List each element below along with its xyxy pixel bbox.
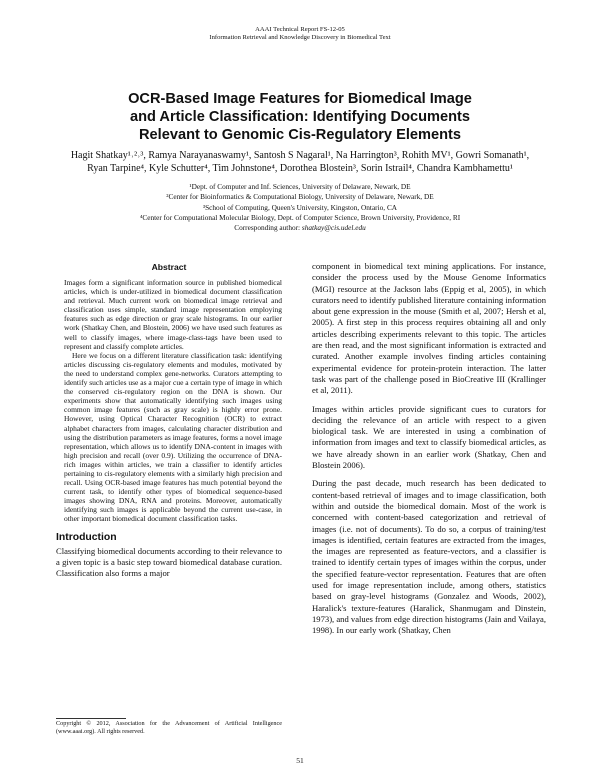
authors-line-2: Ryan Tarpine⁴, Kyle Schutter⁴, Tim Johnstone⁴, Dorothea Blostein³, Sorin Istrail⁴, Chandra Kambhamettu¹: [87, 162, 513, 174]
affiliation-2: ²Center for Bioinformatics & Computational Biology, University of Delaware, Newark, DE: [166, 192, 434, 202]
right-paragraph-3: During the past decade, much research has been dedicated to content-based retrieval of images and to image classification, both within and outside the biomedical domain. Most of the work is concerned with content-based categorization and retrieval of images (i.e. not of documents). To do so, a corpus of training/test images is identified, certain features are extracted from the images, the images are represented as feature-vectors, and a classifier is trained to identify certain types of images within the corpus, under the specified feature-vector representation. Features that are often used for image representation include, among others, statistics based on gray-level histograms (Gonzalez and Woods, 2002), Haralick's texture-features (Haralick, Shanmugam and Dinstein, 1973), and values from edge direction histograms (Jain and Vailaya, 1998). In our early work (Shatkay, Chen: [312, 478, 546, 636]
corresponding-email[interactable]: shatkay@cis.udel.edu: [301, 223, 366, 233]
right-column: [312, 261, 546, 644]
affiliations: [40, 182, 560, 233]
right-paragraph-2: Images within articles provide significant cues to curators for deciding the relevance of an article with respect to a given biological task. We are interested in using a combination of information from images and text to classify biomedical articles, as we have already shown in an earlier work (Shatkay, Chen and Blostein 2006).: [312, 403, 546, 471]
report-subline: Information Retrieval and Knowledge Discovery in Biomedical Text: [209, 34, 391, 41]
left-column: [56, 262, 282, 579]
page-number: 51: [296, 756, 304, 765]
corresponding-label: Corresponding author:: [234, 223, 302, 233]
copyright-notice: Copyright © 2012, Association for the Advancement of Artificial Intelligence (www.aaai.org). All rights reserved.: [56, 720, 282, 735]
affiliation-4: ⁴Center for Computational Molecular Biology, Dept. of Computer Science, Brown University, Providence, RI: [139, 212, 461, 222]
abstract-paragraph-1: Images form a significant information source in published biomedical articles, which is under-utilized in biomedical document classification and retrieval. Much current work on biomedical image retrieval and classification uses simple, standard image representation employing features such as edge direction or gray scale histograms. In our earlier work (Shatkay Chen, and Blostein, 2006) we have used such features as well to classify images, where image-class-tags have been used to represent and classify complete articles.: [64, 278, 282, 351]
abstract-heading: Abstract: [151, 262, 187, 272]
right-paragraph-1: component in biomedical text mining applications. For instance, consider the process used by the Mouse Genome Informatics (MGI) resource at the Jackson labs (Eppig et al, 2005), in which curators need to identify published literature containing information about gene expression in the mouse (Smith et al, 2007; Hersh et al, 2005). A first step in this process requires obtaining all and only articles describing experiments relevant to this topic. The articles are then read, and the most significant information is extracted and curated. Another example involves finding articles containing experimental evidence for protein-protein interaction. The latter task was part of the challenge posed in BioCreative III (Krallinger et al, 2011).: [312, 261, 546, 396]
footnote-rule: [56, 718, 126, 719]
affiliation-1: ¹Dept. of Computer and Inf. Sciences, University of Delaware, Newark, DE: [189, 182, 411, 191]
title-line-1: OCR-Based Image Features for Biomedical Image: [128, 91, 472, 107]
author-list: [30, 150, 570, 175]
introduction-paragraph-1: Classifying biomedical documents according to their relevance to a given topic is a basic step toward biomedical database curation. Classification also forms a major: [56, 545, 282, 579]
title-line-2: and Article Classification: Identifying Documents: [129, 109, 471, 125]
abstract-paragraph-2: Here we focus on a different literature classification task: identifying articles discussing cis-regulatory elements and modules, motivated by the need to understand complex gene-networks. Curators attempting to identify such articles use as a major cue a certain type of image in which the conserved cis-regulatory region on the DNA is shown. Our experiments show that automatically identifying such images using common image features (such as gray scale) is highly error prone. However, using Optical Character Recognition (OCR) to extract alphabet characters from images, calculating character distribution and using the distribution parameters as image features, forms a novel image representation, which allows us to identify DNA-content in images with high precision and recall (over 0.9). Utilizing the occurrence of DNA-rich images within articles, we train a classifier to identify articles pertaining to cis-regulatory elements with a similarly high precision and recall. Using OCR-based image features has much potential beyond the current task, to identify other types of biomedical sequence-based images showing DNA, RNA and proteins. Moreover, automatically identifying such images is applicable beyond the current use-case, in other important biomedical document classification tasks.: [64, 350, 282, 524]
introduction-heading: Introduction: [56, 531, 117, 543]
paper-title: [40, 90, 560, 144]
report-header: [0, 26, 600, 42]
title-line-3: Relevant to Genomic Cis-Regulatory Elements: [139, 127, 461, 143]
corresponding-author: [40, 223, 560, 233]
affiliation-3: ³School of Computing, Queen's University, Kingston, Ontario, CA: [202, 202, 398, 212]
report-line: AAAI Technical Report FS-12-05: [255, 26, 345, 33]
authors-line-1: Hagit Shatkay¹˒²˒³, Ramya Narayanaswamy¹, Santosh S Nagaral¹, Na Harrington³, Rohith MV¹, Gowri Somanath¹,: [70, 150, 530, 161]
